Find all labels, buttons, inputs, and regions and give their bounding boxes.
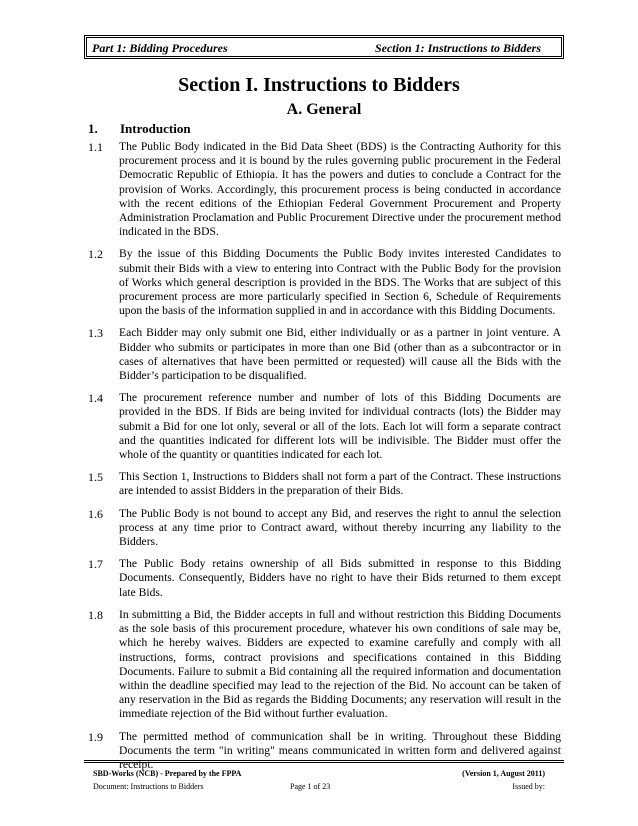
intro-title: Introduction (120, 121, 191, 136)
clause-1-9 (88, 730, 561, 773)
clause-text: In submitting a Bid, the Bidder accepts in full and without restriction this Bidding Documents as the sole basis of this procurement procedure, whatever his own conditions of sale may be, which he hereby waives. Bidders are expected to examine carefully and comply with all instructions, forms, contract provisions and specifications contained in this Bidding Documents. Failure to submit a Bid containing all the required information and documentation within the deadline specified may lead to the rejection of the Bid. No account can be taken of any reservation in the Bid as regards the Bidding Documents; any reservation will result in the immediate rejection of the Bid without further evaluation. (119, 607, 561, 721)
clause-text: The Public Body is not bound to accept any Bid, and reserves the right to annul the selection process at any time prior to Contract award, without thereby incurring any liability to the Bidders. (119, 506, 561, 549)
header-part-label: Part 1: Bidding Procedures (92, 41, 228, 55)
clause-1-8 (88, 608, 561, 722)
clause-text: By the issue of this Bidding Documents the Public Body invites interested Candidates to submit their Bids with a view to entering into Contract with the Public Body for the provision of Works which general description is provided in the BDS. The Works that are subject of this procurement process are more particularly specified in Section 6, Schedule of Requirements upon the basis of the information supplied in and in accordance with this Bidding Documents. (119, 247, 561, 318)
clause-1-3 (88, 326, 561, 383)
clause-text: The permitted method of communication shall be in writing. Throughout these Bidding Documents the term "in writing" means communicated in written form and delivered against receipt. (119, 729, 561, 771)
clause-number: 1.4 (88, 391, 103, 406)
clause-number: 1.3 (88, 326, 103, 341)
footer-document-name: Document: Instructions to Bidders (93, 782, 204, 791)
clause-text: The Public Body indicated in the Bid Data Sheet (BDS) is the Contracting Authority for this procurement process and it is bound by the rules governing public procurement in the Federal Democratic Republic of Ethiopia. It has the powers and duties to conclude a Contract for the provision of Works. Accordingly, this procurement process is being conducted in accordance with the recent editions of the Ethiopian Federal Government Procurement and Property Administration Proclamation and Public Procurement Directive under the procurement method indicated in the BDS. (119, 140, 561, 239)
footer-page-number: Page 1 of 23 (290, 782, 331, 791)
clause-number: 1.2 (88, 247, 103, 262)
clause-number: 1.7 (88, 557, 103, 572)
clause-text: This Section 1, Instructions to Bidders shall not form a part of the Contract. These instructions are intended to assist Bidders in the preparation of their Bids. (119, 470, 561, 498)
clause-text: Each Bidder may only submit one Bid, either individually or as a partner in joint venture. A Bidder who submits or participates in more than one Bid (other than as a subcontractor or in cases of alternatives that have been permitted or requested) will cause all the Bids with the Bidder’s participation to be disqualified. (119, 326, 561, 383)
footer-divider (84, 760, 564, 763)
clause-list (88, 140, 561, 780)
clause-number: 1.6 (88, 506, 103, 521)
footer-issued-by: Issued by: (512, 782, 545, 791)
clause-text: The Public Body retains ownership of all Bids submitted in response to this Bidding Documents. Consequently, Bidders have no right to have their Bids returned to them except late Bids. (119, 557, 561, 599)
footer-document-series: SBD-Works (NCB) - Prepared by the FPPA (93, 769, 242, 778)
clause-1-6 (88, 507, 561, 550)
clause-number: 1.8 (88, 607, 103, 622)
intro-number: 1. (88, 121, 98, 136)
footer-version: (Version 1, August 2011) (462, 769, 545, 778)
header-section-label: Section 1: Instructions to Bidders (374, 41, 541, 55)
subsection-title: A. General (286, 101, 362, 118)
clause-number: 1.1 (88, 140, 103, 154)
clause-1-7 (88, 557, 561, 600)
clause-text: The procurement reference number and number of lots of this Bidding Documents are provided in the BDS. If Bids are being invited for individual contracts (lots) the Bidder may submit a Bid for one lot only, several or all of the lots. Each lot will form a separate contract and the quantities indicated for different lots will be indivisible. The Bidder must offer the whole of the quantity or quantities indicated for each lot. (119, 391, 561, 462)
page-header (84, 35, 564, 59)
clause-1-4 (88, 391, 561, 462)
clause-number: 1.5 (88, 470, 103, 485)
section-title: Section I. Instructions to Bidders (178, 74, 460, 96)
clause-1-5 (88, 470, 561, 498)
clause-number: 1.9 (88, 729, 103, 744)
clause-1-2 (88, 247, 561, 318)
clause-1-1 (88, 140, 561, 239)
